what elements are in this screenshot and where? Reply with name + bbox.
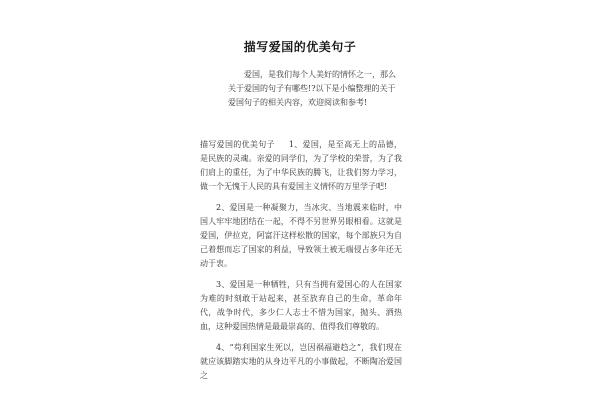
- paragraph-1: [200, 138, 402, 194]
- page-title: 描写爱国的优美句子: [243, 40, 357, 54]
- intro-paragraph: 爱国，是我们每个人美好的情怀之一，那么关于爱国的句子有哪些!?以下是小编整理的关于爱国句子的相关内容，欢迎阅读和参考!: [228, 70, 396, 107]
- section-heading: 描写爱国的优美句子: [200, 140, 275, 149]
- paragraph-4: 4、“苟利国家生死以，岂因祸福避趋之”，我们现在就应该脚踏实地的从身边平凡的小事做起，不断陶冶爱国之: [200, 343, 402, 380]
- paragraph-3: 3、爱国是一种牺牲，只有当拥有爱国心的人在国家为难的时刻敢于站起来，甚至放弃自己的生命，革命年代，战争时代，多少仁人志士不惜为国家，抛头、洒热血，这种爱国热情是最最崇高的、值得我们尊敬的。: [200, 280, 402, 331]
- paragraph-1-text: 1、爱国，是至高无上的品德，是民族的灵魂。亲爱的同学们，为了学校的荣誉，为了我们肩上的重任，为了中华民族的腾飞，让我们努力学习，做一个无愧于人民的具有爱国主义情怀的万里学子吧!: [200, 140, 402, 191]
- paragraph-2: 2、爱国是一种凝聚力，当冰灾、当地震来临时，中国人牢牢地团结在一起，不得不另世界另眼相看。这就是爱国，伊拉克，阿富汗这样松散的国家，每个部族只为自己着想而忘了国家的利益，导致领土被无端侵占多年还无动于衷。: [200, 203, 402, 268]
- article-body: [200, 138, 402, 390]
